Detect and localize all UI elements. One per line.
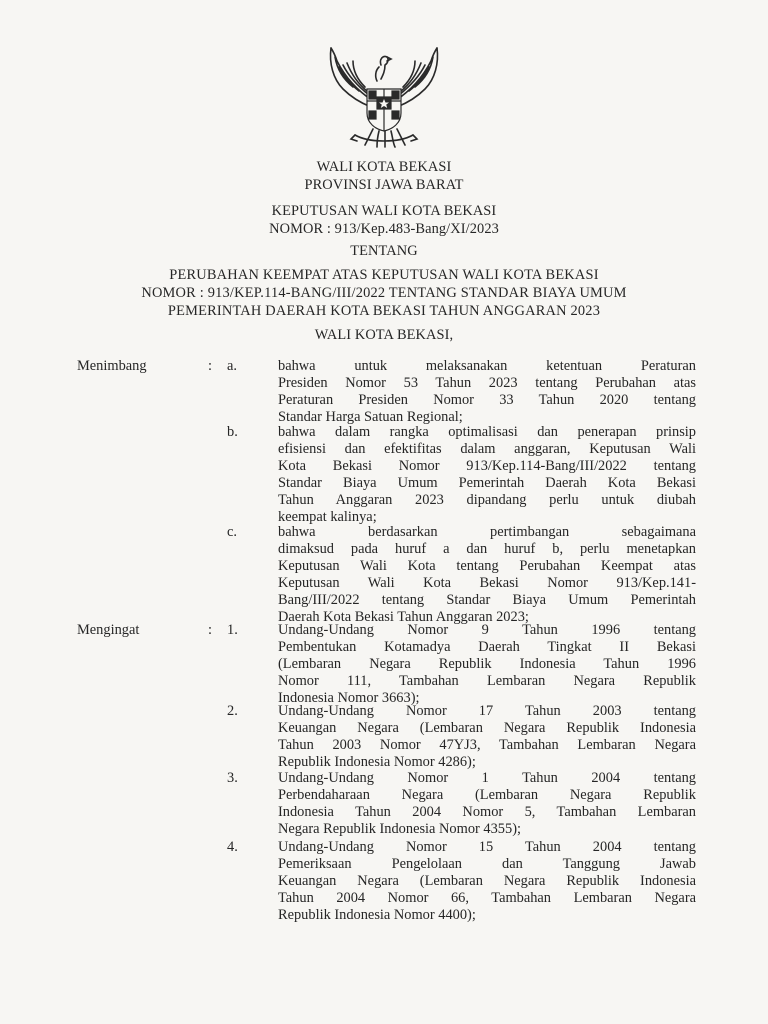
text-line: dimaksud pada huruf a dan huruf b, perlu menetapkan <box>278 541 696 557</box>
menimbang-item-c <box>278 524 696 626</box>
text-line: Tahun 2003 Nomor 47YJ3, Tambahan Lembaran Negara <box>278 737 696 753</box>
text-line: Undang-Undang Nomor 9 Tahun 1996 tentang <box>278 622 696 638</box>
mengingat-marker-4: 4. <box>227 839 238 855</box>
text-line: Pemeriksaan Pengelolaan dan Tanggung Jawab <box>278 856 696 872</box>
issuer-line-2: PROVINSI JAWA BARAT <box>304 177 464 193</box>
text-line: Standar Harga Satuan Regional; <box>278 409 463 425</box>
text-line: Republik Indonesia Nomor 4286); <box>278 754 476 770</box>
mengingat-marker-2: 2. <box>227 703 238 719</box>
text-line: Indonesia Tahun 2004 Nomor 5, Tambahan Lembaran <box>278 804 696 820</box>
decree-heading <box>0 202 768 238</box>
text-line: Keuangan Negara (Lembaran Negara Republik Indonesia <box>278 720 696 736</box>
issuer-line-1: WALI KOTA BEKASI <box>316 159 452 175</box>
text-line: Kota Bekasi Nomor 913/Kep.114-Bang/III/2022 tentang <box>278 458 696 474</box>
mengingat-colon: : <box>208 622 212 638</box>
text-line: (Lembaran Negara Republik Indonesia Tahun 1996 <box>278 656 696 672</box>
mengingat-item-4 <box>278 839 696 924</box>
decree-title: KEPUTUSAN WALI KOTA BEKASI <box>271 203 497 219</box>
decree-number: NOMOR : 913/Kep.483-Bang/XI/2023 <box>269 221 499 237</box>
text-line: Undang-Undang Nomor 1 Tahun 2004 tentang <box>278 770 696 786</box>
mengingat-marker-1: 1. <box>227 622 238 638</box>
menimbang-item-b <box>278 424 696 526</box>
text-line: efisiensi dan efektifitas dalam anggaran, Keputusan Wali <box>278 441 696 457</box>
text-line: keempat kalinya; <box>278 509 377 525</box>
issuer-signatory-heading: WALI KOTA BEKASI, <box>314 327 454 343</box>
text-line: Bang/III/2022 tentang Standar Biaya Umum Pemerintah <box>278 592 696 608</box>
text-line: Pembentukan Kotamadya Daerah Tingkat II Bekasi <box>278 639 696 655</box>
menimbang-marker-a: a. <box>227 358 237 374</box>
text-line: bahwa untuk melaksanakan ketentuan Peraturan <box>278 358 696 374</box>
tentang-label: TENTANG <box>350 243 418 259</box>
text-line: Keputusan Wali Kota Bekasi Nomor 913/Kep.141- <box>278 575 696 591</box>
text-line: Peraturan Presiden Nomor 33 Tahun 2020 tentang <box>278 392 696 408</box>
text-line: bahwa berdasarkan pertimbangan sebagaimana <box>278 524 696 540</box>
mengingat-item-2 <box>278 703 696 771</box>
text-line: Keuangan Negara (Lembaran Negara Republik Indonesia <box>278 873 696 889</box>
menimbang-marker-c: c. <box>227 524 237 540</box>
text-line: Tahun Anggaran 2023 dipandang perlu untuk diubah <box>278 492 696 508</box>
menimbang-marker-b: b. <box>227 424 238 440</box>
text-line: Standar Biaya Umum Pemerintah Daerah Kota Bekasi <box>278 475 696 491</box>
subject-line-2: NOMOR : 913/KEP.114-BANG/III/2022 TENTANG STANDAR BIAYA UMUM <box>141 285 627 301</box>
text-line: Undang-Undang Nomor 15 Tahun 2004 tentang <box>278 839 696 855</box>
mengingat-marker-3: 3. <box>227 770 238 786</box>
mengingat-item-1 <box>278 622 696 707</box>
text-line: Keputusan Wali Kota tentang Perubahan Keempat atas <box>278 558 696 574</box>
text-line: Negara Republik Indonesia Nomor 4355); <box>278 821 521 837</box>
text-line: Undang-Undang Nomor 17 Tahun 2003 tentang <box>278 703 696 719</box>
menimbang-colon: : <box>208 358 212 374</box>
text-line: Daerah Kota Bekasi Tahun Anggaran 2023; <box>278 609 529 625</box>
decree-subject <box>0 266 768 320</box>
text-line: Presiden Nomor 53 Tahun 2023 tentang Perubahan atas <box>278 375 696 391</box>
text-line: bahwa dalam rangka optimalisasi dan penerapan prinsip <box>278 424 696 440</box>
garuda-emblem-icon <box>325 43 443 150</box>
menimbang-item-a <box>278 358 696 426</box>
text-line: Nomor 111, Tambahan Lembaran Negara Republik <box>278 673 696 689</box>
mengingat-label: Mengingat <box>77 622 140 638</box>
text-line: Tahun 2004 Nomor 66, Tambahan Lembaran Negara <box>278 890 696 906</box>
text-line: Indonesia Nomor 3663); <box>278 690 420 706</box>
text-line: Republik Indonesia Nomor 4400); <box>278 907 476 923</box>
text-line: Perbendaharaan Negara (Lembaran Negara Republik <box>278 787 696 803</box>
mengingat-item-3 <box>278 770 696 838</box>
issuer-heading <box>0 158 768 194</box>
menimbang-label: Menimbang <box>77 358 147 374</box>
subject-line-1: PERUBAHAN KEEMPAT ATAS KEPUTUSAN WALI KOTA BEKASI <box>169 267 599 283</box>
subject-line-3: PEMERINTAH DAERAH KOTA BEKASI TAHUN ANGGARAN 2023 <box>167 303 601 319</box>
